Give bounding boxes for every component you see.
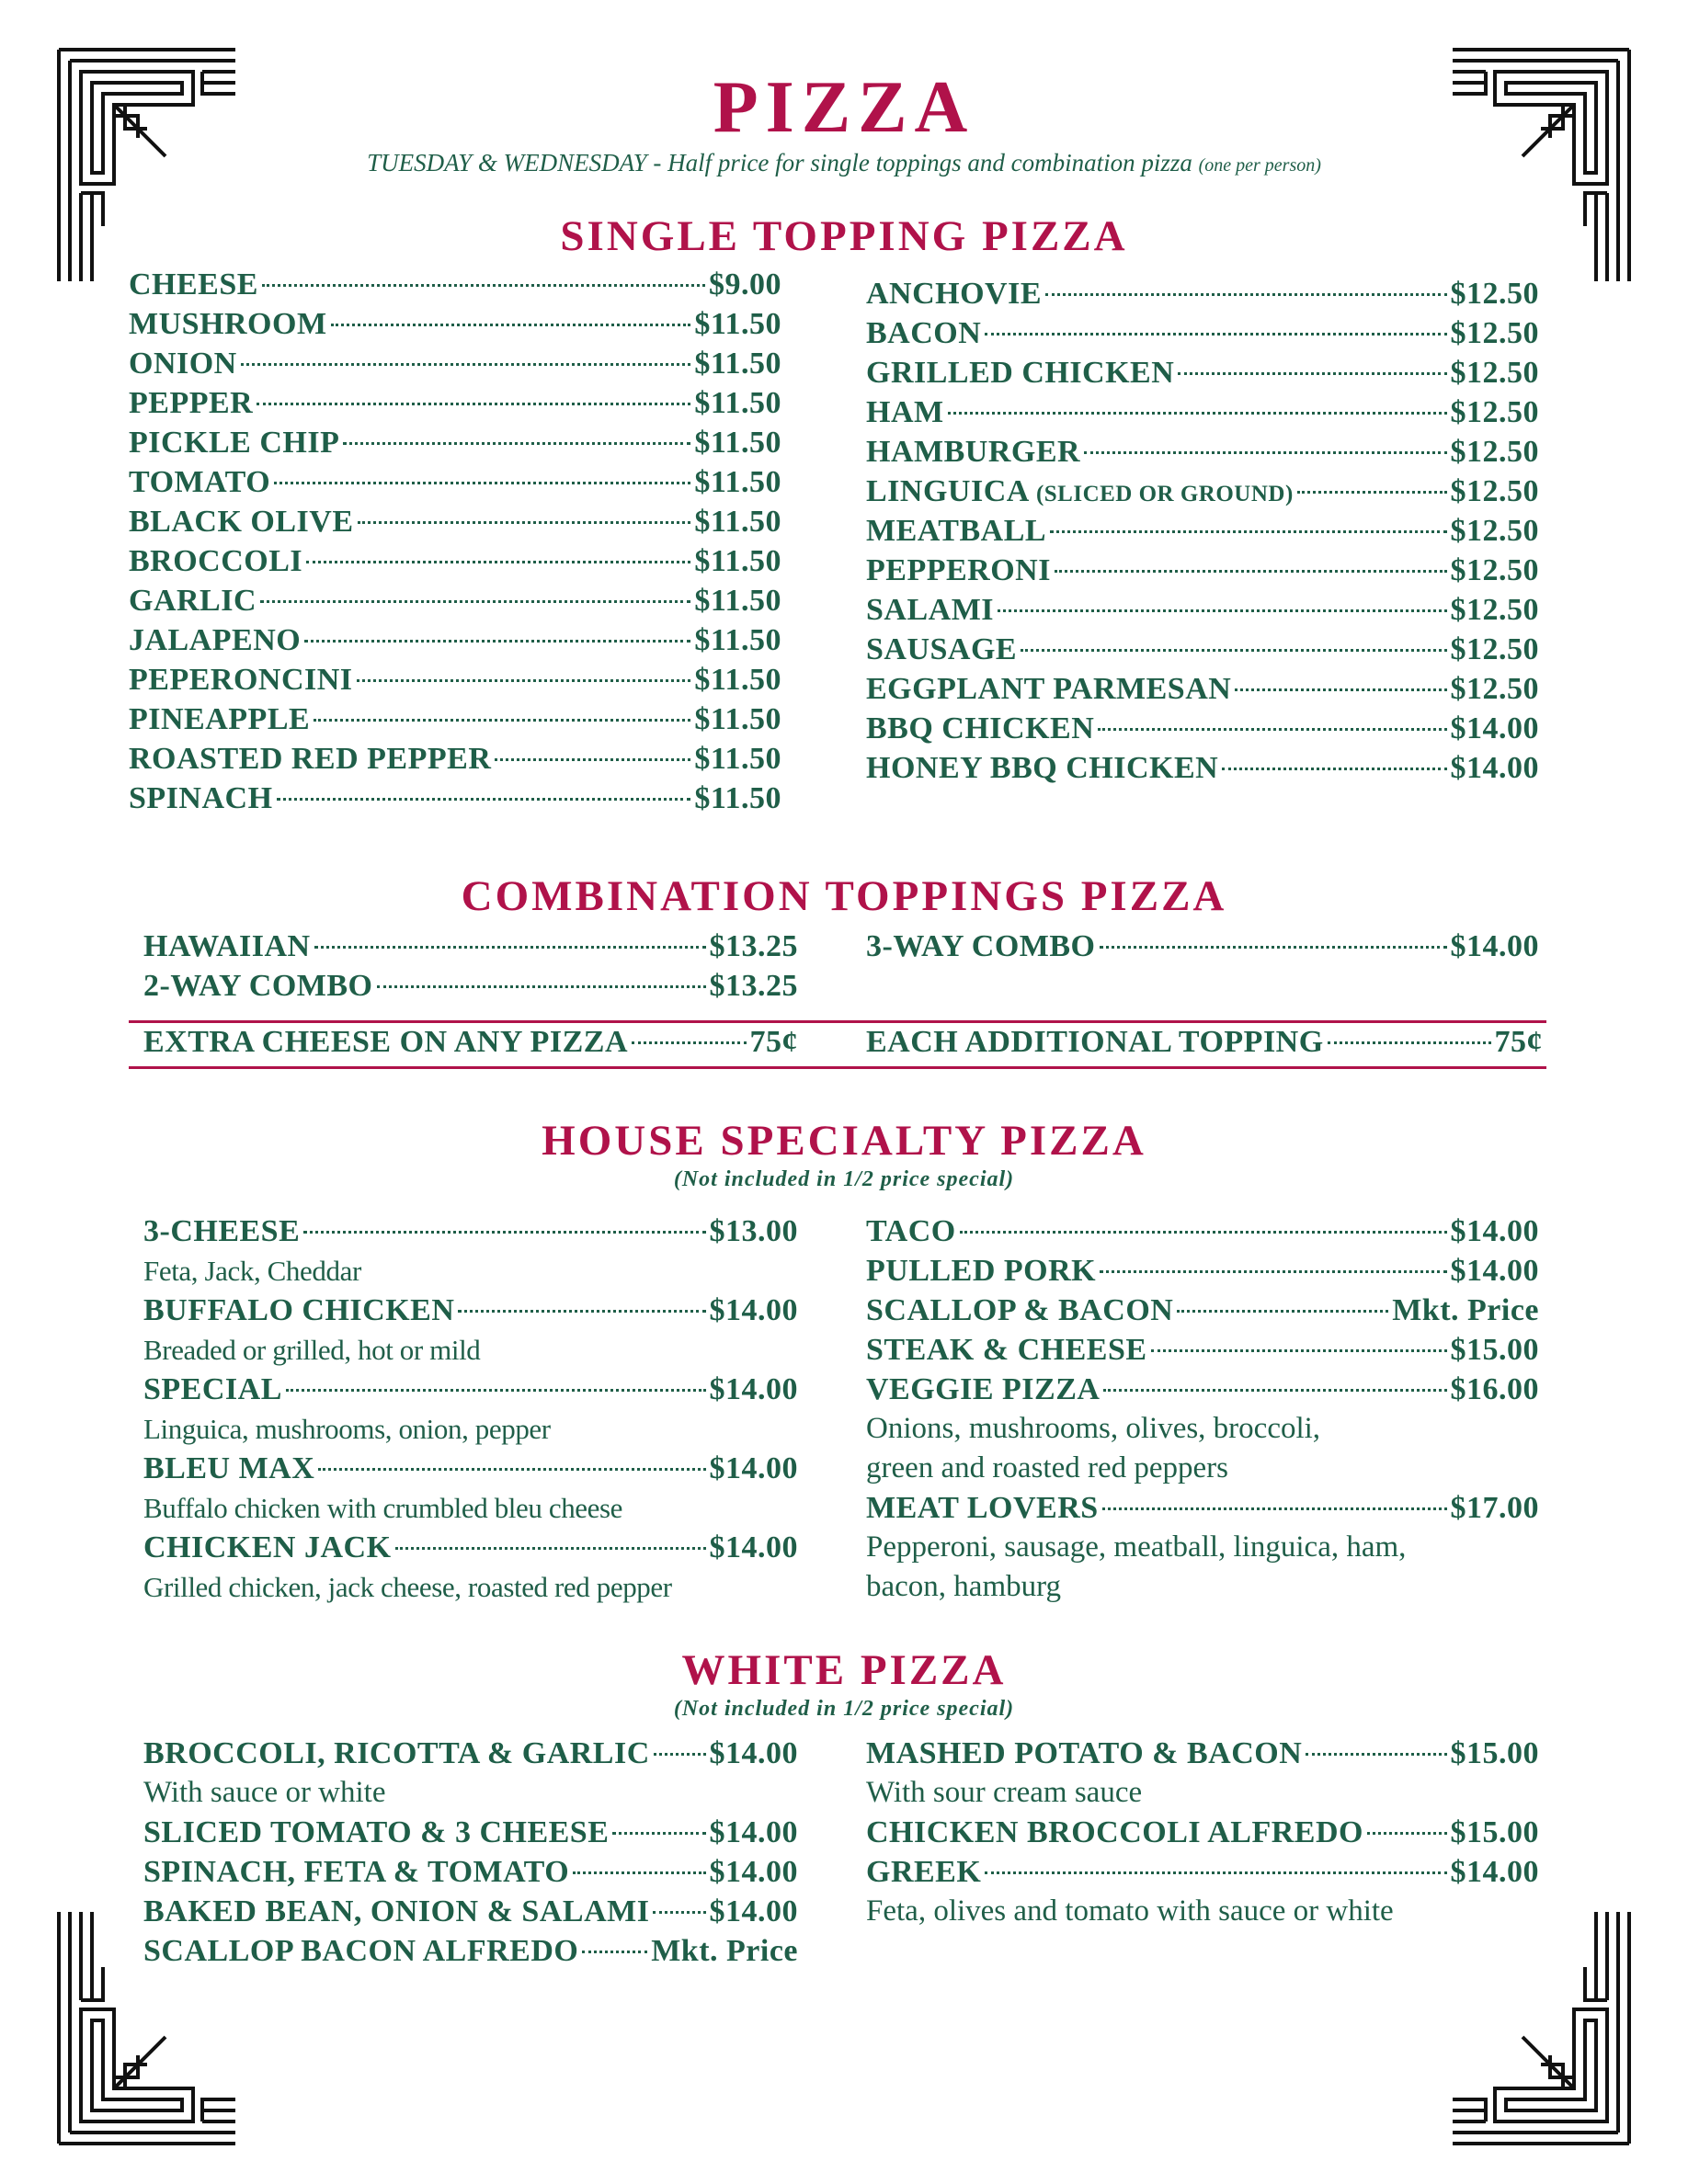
menu-item	[129, 581, 781, 620]
menu-item-name-text: PULLED PORK	[866, 1254, 1097, 1288]
menu-item-description: Feta, olives and tomato with sauce or white	[866, 1894, 1394, 1928]
menu-item-name-text: GARLIC	[129, 584, 257, 618]
menu-item-name-text: ROASTED RED PEPPER	[129, 742, 492, 776]
menu-item-price: $14.00	[709, 1815, 798, 1849]
menu-item	[129, 462, 781, 502]
house-specialty-left-column	[143, 1211, 798, 1607]
menu-item-name	[866, 1291, 1173, 1330]
menu-item-name	[866, 432, 1080, 472]
menu-item	[866, 472, 1539, 511]
menu-item-name-text: MEATBALL	[866, 514, 1047, 548]
menu-item-name	[866, 511, 1046, 551]
dot-leader	[274, 482, 690, 484]
menu-item-name	[143, 1528, 392, 1567]
dot-leader	[331, 324, 691, 326]
menu-item-name-text: BLACK OLIVE	[129, 505, 354, 539]
dot-leader	[262, 284, 705, 287]
dot-leader	[1367, 1832, 1447, 1835]
menu-item-price: $12.50	[1450, 356, 1539, 390]
dot-leader	[260, 600, 690, 603]
menu-item	[866, 1734, 1539, 1773]
menu-item-price: $12.50	[1450, 632, 1539, 666]
dot-leader	[1055, 570, 1447, 573]
menu-item-description: Grilled chicken, jack cheese, roasted red pepper	[143, 1571, 672, 1603]
dot-leader	[573, 1871, 705, 1874]
menu-item	[129, 779, 781, 818]
menu-item-name-text: EXTRA CHEESE ON ANY PIZZA	[143, 1025, 629, 1059]
menu-item-name	[866, 313, 981, 353]
white-pizza-right-column	[866, 1734, 1539, 1931]
menu-item-price: $12.50	[1450, 474, 1539, 508]
menu-item-name	[143, 1852, 569, 1892]
menu-item-price: $11.50	[694, 544, 781, 578]
section-title-combination: COMBINATION TOPPINGS PIZZA	[461, 872, 1227, 920]
menu-item	[866, 927, 1539, 966]
subtitle-main: TUESDAY & WEDNESDAY - Half price for single toppings and combination pizza	[367, 149, 1192, 176]
dot-leader	[277, 798, 691, 801]
menu-item-name	[866, 353, 1174, 392]
dot-leader	[1222, 768, 1446, 770]
menu-item-description: With sour cream sauce	[866, 1776, 1143, 1809]
single-topping-left-column	[129, 265, 781, 818]
menu-item	[143, 1931, 798, 1971]
menu-item-name	[129, 660, 353, 700]
menu-item-name	[129, 344, 237, 383]
menu-item-name	[866, 927, 1096, 966]
menu-item	[866, 1852, 1539, 1892]
menu-item-name-text: TOMATO	[129, 465, 271, 499]
menu-item-name	[129, 620, 301, 660]
menu-item	[143, 1852, 798, 1892]
menu-item-price: $11.50	[694, 465, 781, 499]
menu-item-price: $14.00	[709, 1451, 798, 1485]
menu-item-price: $11.50	[694, 663, 781, 697]
menu-item	[866, 1251, 1539, 1291]
dot-leader	[653, 1911, 705, 1914]
menu-item	[143, 1734, 798, 1773]
menu-item	[866, 1022, 1543, 1062]
menu-item-name	[129, 779, 273, 818]
menu-item	[143, 927, 798, 966]
dot-leader	[948, 412, 1447, 415]
menu-item-price: $13.00	[709, 1214, 798, 1248]
menu-item-description: Pepperoni, sausage, meatball, linguica, ham,	[866, 1530, 1407, 1564]
menu-item-name	[866, 1211, 956, 1251]
menu-item-name-text: TACO	[866, 1214, 956, 1248]
menu-item-name	[129, 541, 302, 581]
menu-item-price: $11.50	[694, 623, 781, 657]
menu-item-name	[129, 265, 258, 304]
menu-item-name-text: ANCHOVIE	[866, 277, 1043, 311]
menu-item-description: bacon, hamburg	[866, 1570, 1062, 1603]
menu-item-price: Mkt. Price	[1392, 1293, 1539, 1327]
menu-item-name-text: CHICKEN JACK	[143, 1530, 392, 1564]
menu-item-name	[143, 1813, 609, 1852]
page-subtitle	[0, 149, 1688, 177]
dot-leader	[306, 561, 690, 563]
dot-leader	[314, 719, 690, 722]
menu-item-name	[866, 1488, 1099, 1528]
section-title-house: HOUSE SPECIALTY PIZZA	[542, 1117, 1146, 1165]
menu-item	[866, 1291, 1539, 1330]
menu-item-name	[143, 1022, 628, 1062]
menu-item-price: $11.50	[694, 505, 781, 539]
menu-item-name	[129, 502, 354, 541]
dot-leader	[998, 609, 1446, 612]
menu-item-name-text: PEPPER	[129, 386, 254, 420]
dot-leader	[1328, 1041, 1491, 1044]
menu-item	[129, 502, 781, 541]
menu-item-name	[143, 1211, 300, 1251]
extras-right	[866, 1022, 1543, 1062]
dot-leader	[612, 1832, 705, 1835]
menu-item	[866, 709, 1539, 748]
menu-item	[866, 274, 1539, 313]
menu-item-note: (SLICED OR GROUND)	[1035, 482, 1294, 506]
menu-item-price: $14.00	[709, 1736, 798, 1770]
menu-item-name-text: BROCCOLI, RICOTTA & GARLIC	[143, 1736, 650, 1770]
menu-item-name-text: LINGUICA	[866, 474, 1028, 508]
menu-item-description: Breaded or grilled, hot or mild	[143, 1334, 481, 1366]
menu-item	[866, 353, 1539, 392]
menu-item-price: $12.50	[1450, 593, 1539, 627]
menu-item-price: Mkt. Price	[651, 1934, 798, 1968]
subtitle-note: (one per person)	[1198, 155, 1321, 176]
menu-item-name	[143, 1291, 454, 1330]
menu-item-name-text: SPINACH	[129, 781, 273, 815]
menu-item-price: $14.00	[1450, 711, 1539, 745]
menu-item	[866, 630, 1539, 669]
menu-item-name-text: PEPERONCINI	[129, 663, 353, 697]
menu-item-name	[866, 1852, 981, 1892]
menu-item-name	[143, 927, 311, 966]
menu-item	[129, 739, 781, 779]
dot-leader	[1100, 946, 1447, 949]
menu-item-name-text: MASHED POTATO & BACON	[866, 1736, 1303, 1770]
menu-item-name	[143, 1449, 314, 1488]
dot-leader	[358, 521, 691, 524]
menu-item-price: $15.00	[1450, 1333, 1539, 1367]
menu-item-name-text: PINEAPPLE	[129, 702, 311, 736]
menu-item-price: $14.00	[709, 1530, 798, 1564]
menu-item-name-text: STEAK & CHEESE	[866, 1333, 1147, 1367]
menu-item-name	[866, 551, 1051, 590]
dot-leader	[343, 442, 690, 445]
menu-item-name-text: VEGGIE PIZZA	[866, 1372, 1101, 1406]
dot-leader	[1045, 293, 1446, 296]
menu-item	[129, 304, 781, 344]
menu-item-name-text: GRILLED CHICKEN	[866, 356, 1175, 390]
menu-item-price: $11.50	[694, 426, 781, 460]
menu-item-price: $12.50	[1450, 435, 1539, 469]
menu-item-name	[866, 590, 994, 630]
menu-item-name	[866, 709, 1094, 748]
corner-ornament-icon	[1449, 1908, 1633, 2147]
menu-item-name-text: BAKED BEAN, ONION & SALAMI	[143, 1894, 650, 1928]
single-topping-right-column	[866, 274, 1539, 788]
menu-item-name	[866, 669, 1231, 709]
menu-item-name	[866, 1330, 1147, 1370]
menu-item-name-text: CHEESE	[129, 267, 258, 301]
menu-item-price: $14.00	[709, 1293, 798, 1327]
menu-item-price: $14.00	[1450, 1254, 1539, 1288]
menu-item-name-text: 3-CHEESE	[143, 1214, 301, 1248]
menu-item-price: $14.00	[1450, 929, 1539, 963]
dot-leader	[654, 1753, 706, 1756]
dot-leader	[377, 985, 706, 988]
menu-item	[129, 265, 781, 304]
dot-leader	[985, 333, 1446, 336]
menu-item-name-text: BROCCOLI	[129, 544, 303, 578]
menu-item-name	[866, 630, 1017, 669]
menu-item	[866, 551, 1539, 590]
menu-item	[129, 423, 781, 462]
dot-leader	[395, 1547, 706, 1550]
menu-item-name	[866, 748, 1218, 788]
dot-leader	[1102, 1507, 1447, 1510]
menu-item-price: $14.00	[1450, 1214, 1539, 1248]
menu-item-name	[143, 966, 373, 1006]
dot-leader	[1084, 451, 1446, 454]
house-specialty-right-column	[866, 1211, 1539, 1607]
menu-item-price: $12.50	[1450, 553, 1539, 587]
menu-item-name-text: HAMBURGER	[866, 435, 1081, 469]
menu-item	[866, 748, 1539, 788]
menu-item	[866, 1488, 1539, 1528]
menu-item-price: $11.50	[694, 584, 781, 618]
menu-item	[866, 432, 1539, 472]
menu-item-price: $14.00	[709, 1855, 798, 1889]
dot-leader	[632, 1041, 746, 1044]
menu-item-name	[866, 392, 944, 432]
menu-item-price: $12.50	[1450, 316, 1539, 350]
menu-item	[866, 392, 1539, 432]
menu-item-price: $11.50	[694, 347, 781, 381]
menu-item-name-text: ONION	[129, 347, 237, 381]
dot-leader	[1100, 1270, 1446, 1273]
menu-item-price: $15.00	[1450, 1736, 1539, 1770]
menu-item-price: $9.00	[709, 267, 781, 301]
menu-item-name-text: MEAT LOVERS	[866, 1491, 1099, 1525]
menu-item-name	[143, 1931, 578, 1971]
menu-item-description: Buffalo chicken with crumbled bleu cheese	[143, 1492, 623, 1524]
menu-item-price: 75¢	[749, 1025, 798, 1059]
menu-item-description: green and roasted red peppers	[866, 1451, 1228, 1484]
menu-item	[866, 1211, 1539, 1251]
menu-item	[143, 1370, 798, 1409]
dot-leader	[458, 1310, 705, 1313]
menu-item-name	[866, 1370, 1100, 1409]
menu-item-price: $12.50	[1450, 672, 1539, 706]
menu-item-name-text: EGGPLANT PARMESAN	[866, 672, 1232, 706]
menu-item	[129, 383, 781, 423]
menu-item	[143, 1892, 798, 1931]
menu-item-name	[129, 581, 257, 620]
menu-item-name-text: SPINACH, FETA & TOMATO	[143, 1855, 570, 1889]
dot-leader	[1178, 372, 1446, 375]
menu-item	[143, 1291, 798, 1330]
menu-item-price: $15.00	[1450, 1815, 1539, 1849]
menu-item-name	[129, 462, 270, 502]
menu-item	[143, 1813, 798, 1852]
menu-item-price: $14.00	[709, 1894, 798, 1928]
menu-item-description: With sauce or white	[143, 1776, 386, 1809]
menu-item-name-text: SCALLOP & BACON	[866, 1293, 1174, 1327]
menu-item-name-text: PICKLE CHIP	[129, 426, 340, 460]
menu-item-name	[129, 383, 253, 423]
dot-leader	[1235, 688, 1446, 691]
menu-item-name	[129, 304, 327, 344]
menu-item-name-text: BACON	[866, 316, 982, 350]
menu-item-price: $12.50	[1450, 277, 1539, 311]
section-title-single: SINGLE TOPPING PIZZA	[560, 212, 1128, 260]
menu-item	[129, 620, 781, 660]
menu-item	[866, 590, 1539, 630]
menu-item-price: $11.50	[694, 307, 781, 341]
menu-item-name-text: CHICKEN BROCCOLI ALFREDO	[866, 1815, 1363, 1849]
dot-leader	[357, 679, 691, 682]
menu-item-name-text: GREEK	[866, 1855, 982, 1889]
menu-item-price: $11.50	[694, 742, 781, 776]
white-pizza-left-column	[143, 1734, 798, 1971]
menu-item-price: 75¢	[1494, 1025, 1543, 1059]
dot-leader	[318, 1468, 705, 1471]
menu-item-price: $14.00	[709, 1372, 798, 1406]
menu-item-price: $13.25	[709, 969, 798, 1003]
menu-item-name	[129, 700, 310, 739]
menu-item-price: $14.00	[1450, 1855, 1539, 1889]
menu-item-name	[866, 1022, 1324, 1062]
combination-right-column	[866, 927, 1539, 966]
section-note-white: (Not included in 1/2 price special)	[673, 1697, 1015, 1721]
dot-leader	[257, 403, 690, 405]
section-title-white: WHITE PIZZA	[681, 1646, 1007, 1694]
menu-item	[143, 1211, 798, 1251]
menu-item	[866, 669, 1539, 709]
dot-leader	[241, 363, 691, 366]
menu-item-name	[866, 1813, 1363, 1852]
menu-item	[866, 511, 1539, 551]
menu-item-name-text: BUFFALO CHICKEN	[143, 1293, 455, 1327]
menu-item-name-text: HAWAIIAN	[143, 929, 311, 963]
menu-item-description: Linguica, mushrooms, onion, pepper	[143, 1413, 551, 1445]
dot-leader	[1050, 530, 1446, 533]
menu-item-name	[866, 274, 1042, 313]
menu-item-description: Onions, mushrooms, olives, broccoli,	[866, 1412, 1321, 1445]
menu-item-price: $11.50	[694, 781, 781, 815]
menu-item-name	[866, 472, 1294, 514]
dot-leader	[582, 1951, 647, 1953]
menu-item-price: $13.25	[709, 929, 798, 963]
menu-item	[866, 1813, 1539, 1852]
menu-item-name	[143, 1370, 282, 1409]
menu-item-name-text: HAM	[866, 395, 944, 429]
menu-item-name	[866, 1251, 1096, 1291]
dot-leader	[304, 640, 690, 643]
menu-item-name	[129, 739, 491, 779]
menu-item	[143, 966, 798, 1006]
dot-leader	[985, 1871, 1446, 1874]
menu-item-name	[129, 423, 339, 462]
menu-item-price: $12.50	[1450, 395, 1539, 429]
dot-leader	[303, 1231, 705, 1234]
combination-left-column	[143, 927, 798, 1006]
menu-item-name-text: JALAPENO	[129, 623, 302, 657]
section-note-house: (Not included in 1/2 price special)	[673, 1167, 1015, 1191]
menu-item-price: $14.00	[1450, 751, 1539, 785]
menu-item-price: $12.50	[1450, 514, 1539, 548]
menu-item-name-text: SPECIAL	[143, 1372, 282, 1406]
dot-leader	[1297, 491, 1447, 494]
menu-item-name-text: 2-WAY COMBO	[143, 969, 373, 1003]
menu-item-name-text: SLICED TOMATO & 3 CHEESE	[143, 1815, 610, 1849]
menu-item	[143, 1022, 798, 1062]
menu-item	[866, 1330, 1539, 1370]
menu-item-price: $16.00	[1450, 1372, 1539, 1406]
menu-item-price: $17.00	[1450, 1491, 1539, 1525]
menu-item	[129, 541, 781, 581]
dot-leader	[1103, 1389, 1446, 1392]
menu-item	[866, 313, 1539, 353]
dot-leader	[495, 758, 690, 761]
menu-item-name	[143, 1734, 650, 1773]
menu-item-name	[143, 1892, 649, 1931]
dot-leader	[314, 946, 706, 949]
menu-item	[129, 344, 781, 383]
menu-item-name	[866, 1734, 1302, 1773]
menu-item-name-text: SAUSAGE	[866, 632, 1018, 666]
dot-leader	[1177, 1310, 1388, 1313]
dot-leader	[1098, 728, 1446, 731]
extras-left	[143, 1022, 798, 1062]
dot-leader	[286, 1389, 706, 1392]
menu-item-name-text: EACH ADDITIONAL TOPPING	[866, 1025, 1324, 1059]
dot-leader	[1021, 649, 1446, 652]
menu-item	[866, 1370, 1539, 1409]
menu-item-name-text: BBQ CHICKEN	[866, 711, 1095, 745]
menu-item	[129, 660, 781, 700]
menu-item-description: Feta, Jack, Cheddar	[143, 1255, 361, 1287]
menu-item	[143, 1528, 798, 1567]
dot-leader	[960, 1231, 1447, 1234]
menu-item-name-text: SCALLOP BACON ALFREDO	[143, 1934, 579, 1968]
menu-item	[143, 1449, 798, 1488]
menu-item-name-text: BLEU MAX	[143, 1451, 315, 1485]
menu-item	[129, 700, 781, 739]
page-title: PIZZA	[713, 67, 975, 148]
menu-item-name-text: SALAMI	[866, 593, 995, 627]
dot-leader	[1306, 1753, 1446, 1756]
menu-item-name-text: PEPPERONI	[866, 553, 1051, 587]
menu-item-price: $11.50	[694, 386, 781, 420]
menu-item-price: $11.50	[694, 702, 781, 736]
menu-item-name-text: MUSHROOM	[129, 307, 327, 341]
menu-item-name-text: HONEY BBQ CHICKEN	[866, 751, 1219, 785]
dot-leader	[1151, 1349, 1447, 1352]
divider-bottom	[129, 1066, 1546, 1069]
menu-item-name-text: 3-WAY COMBO	[866, 929, 1096, 963]
